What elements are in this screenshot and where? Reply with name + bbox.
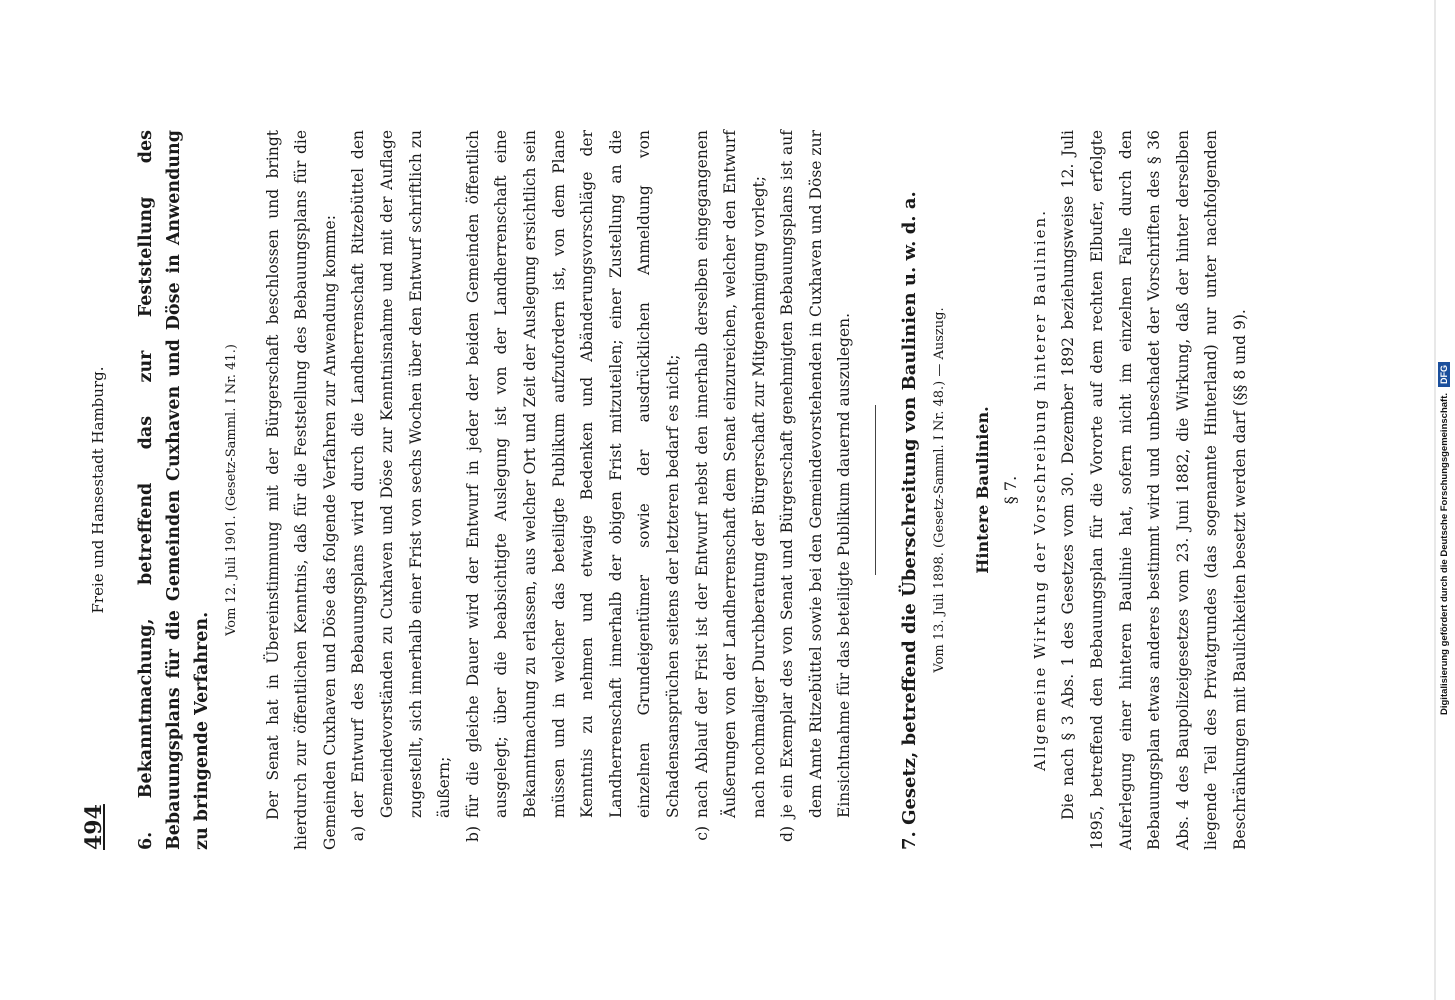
- list-item-text: der Entwurf des Bebauungsplans wird durch die Landherrenschaft Ritzebüttel den Gemeindevorständen zu Cuxhaven und Döse zur Kenntnisnahme und mit der Auflage zugestellt, sich innerhalb einer Frist von sechs Wochen über den Entwurf schriftlich zu äußern;: [349, 130, 454, 818]
- section-6-heading: [132, 130, 216, 850]
- section-7-text: Die nach § 3 Abs. 1 des Gesetzes vom 30. Dezember 1892 beziehungsweise 12. Juli 1895, betreffend den Bebauungsplan für die Vororte auf dem rechten Elbufer, erfolgte Auferlegung einer hinteren Baulinie hat, sofern nicht im einzelnen Falle durch den Bebauungsplan etwas anderes bestimmt wird und unbeschadet der Vorschriften des § 36 Abs. 4 des Baupolizeigesetzes vom 23. Juni 1882, die Wirkung, daß der hinter derselben liegende Teil des Privatgrundes (das sogenannte Hinterland) nur unter nachfolgenden Beschränkungen mit Baulichkeiten besetzt werden darf (§§ 8 und 9).: [1059, 130, 1249, 850]
- list-item-label: a): [349, 826, 368, 842]
- list-item-text: für die gleiche Dauer wird der Entwurf in jeder der beiden Gemeinden öffentlich ausgelegt; über die beabsichtigte Auslegung ist von der Landherrenschaft eine Bekanntmachung zu erlassen, aus welcher Ort und Zeit der Auslegung ersichtlich sein müssen und in welcher das beteiligte Publikum aufzufordern ist, von dem Plane Kenntnis zu nehmen und etwaige Bedenken und Abänderungsvorschläge der Landherrenschaft innerhalb der obigen Frist mitzuteilen; einer Zustellung an die einzelnen Grundeigentümer sowie der ausdrücklichen Anmeldung von Schadensansprüchen seitens der letzteren bedarf es nicht;: [463, 130, 682, 818]
- dfg-logo-icon: DFG: [1438, 362, 1450, 387]
- list-item-text: je ein Exemplar des von Senat und Bürgerschaft genehmigten Bebauungsplans ist auf dem Amte Ritzebüttel sowie bei den Gemeindevorstehenden in Cuxhaven und Döse zur Einsichtnahme für das beteiligte Publikum dauernd auszulegen.: [778, 130, 854, 818]
- section-6-number: 6.: [136, 831, 156, 850]
- list-item-label: c): [692, 826, 711, 841]
- section-7-title: Gesetz, betreffend die Überschreitung von Baulinien u. w. d. a.: [899, 191, 921, 825]
- list-item: [344, 130, 458, 850]
- page-header: [80, 130, 120, 850]
- list-item: [688, 130, 774, 850]
- paragraph-number: § 7.: [1001, 475, 1021, 505]
- section-7-subheading: Hintere Baulinien.: [972, 406, 992, 574]
- page-number: 494: [81, 804, 107, 850]
- section-6-date: Vom 12. Juli 1901. (Gesetz-Samml. I Nr. 41.): [224, 344, 239, 636]
- list-item: [459, 130, 688, 850]
- section-6-title: Bekanntmachung, betreffend das zur Feststellung des Bebauungsplans für die Gemeinden Cuxhaven und Döse in Anwendung zu bringende Verfahren.: [136, 129, 212, 850]
- section-6-intro: Der Senat hat in Übereinstimmung mit der Bürgerschaft beschlossen und bringt hierdurch zur öffentlichen Kenntnis, daß für die Feststellung des Bebauungsplans für die Gemeinden Cuxhaven und Döse das folgende Verfahren zur Anwendung komme:: [263, 130, 339, 850]
- section-7-number: 7.: [899, 831, 921, 850]
- list-item: [773, 130, 859, 850]
- section-7-date: Vom 13. Juli 1898. (Gesetz-Samml. I Nr. 48.) — Auszug.: [932, 307, 948, 673]
- paragraph-heading: Allgemeine Wirkung der Vorschreibung hinterer Baulinien.: [1030, 209, 1049, 771]
- credit-strip: [1438, 362, 1450, 715]
- page-content: [80, 130, 1255, 850]
- section-7-heading: [896, 130, 924, 850]
- section-divider: [875, 405, 876, 575]
- credit-text: Digitalisierung gefördert durch die Deutsche Forschungsgemeinschaft.: [1438, 393, 1450, 715]
- list-item-text: nach Ablauf der Frist ist der Entwurf nebst den innerhalb derselben eingegangenen Äußerungen von der Landherrenschaft dem Senat einzureichen, welcher den Entwurf nach nochmaliger Durchberatung der Bürgerschaft zur Mitgenehmigung vorlegt;: [692, 130, 768, 818]
- list-item-label: d): [778, 826, 797, 842]
- list-item-label: b): [463, 826, 482, 842]
- running-title: Freie und Hansestadt Hamburg.: [89, 366, 107, 614]
